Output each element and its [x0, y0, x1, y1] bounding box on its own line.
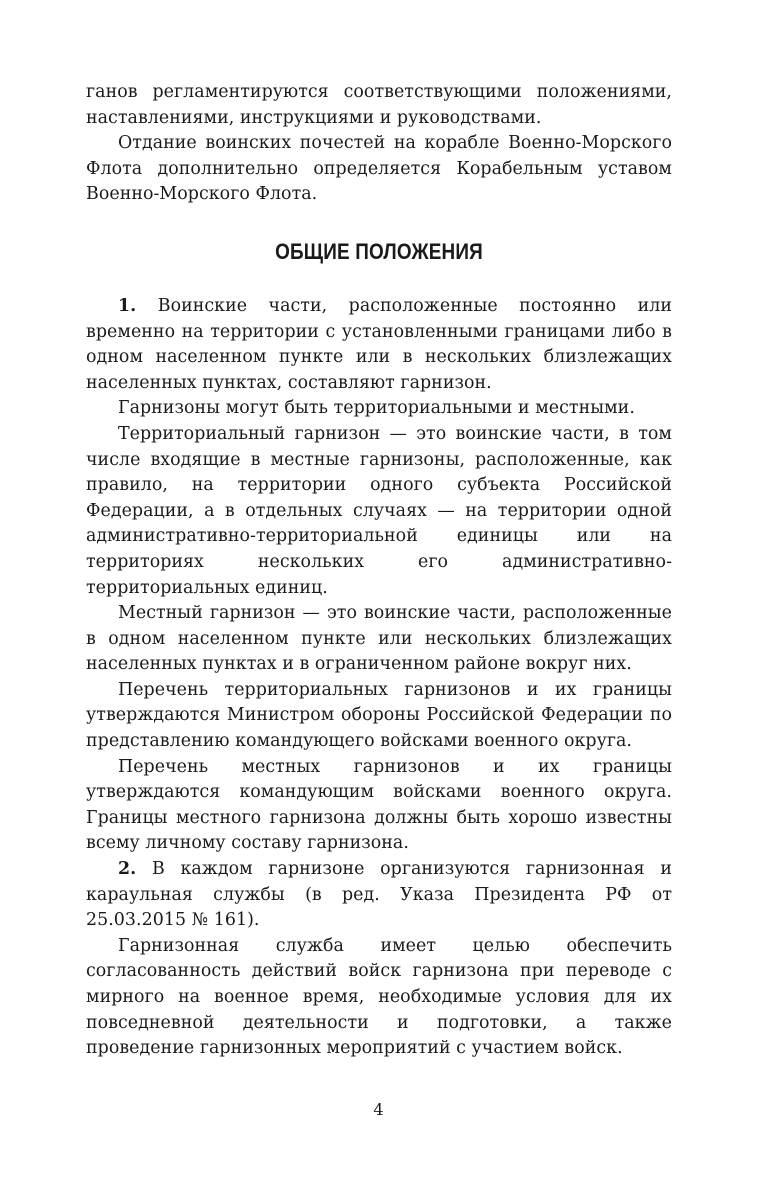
- clause-number: 2.: [118, 859, 137, 880]
- paragraph-1: [86, 294, 672, 396]
- paragraph-text: В каждом гарнизоне организуются гарнизонная и караульная службы (в ред. Указа Президента РФ от 25.03.2015 № 161).: [86, 859, 672, 931]
- page-number: 4: [373, 1100, 384, 1119]
- paragraph-4: Местный гарнизон — это воинские части, расположенные в одном населенном пункте или нескольких близлежащих населенных пунктах и в ограниченном районе вокруг них.: [86, 603, 672, 675]
- page-body: [86, 80, 672, 1062]
- paragraph-2: Гарнизоны могут быть территориальными и местными.: [118, 398, 635, 419]
- intro-paragraph-continued: ганов регламентируются соответствующими положениями, наставлениями, инструкциями и руководствами.: [86, 82, 672, 128]
- clause-number: 1.: [118, 295, 137, 316]
- paragraph-5: Перечень территориальных гарнизонов и их границы утверждаются Министром обороны Российской Федерации по представлению командующего войсками военного округа.: [86, 679, 672, 752]
- section-heading: ОБЩИЕ ПОЛОЖЕНИЯ: [275, 238, 483, 264]
- paragraph-3: Территориальный гарнизон — это воинские части, в том числе входящие в местные гарнизоны, расположенные, как правило, на территории одного субъекта Российской Федерации, а в отдельных случаях — на территории одной административно-территориальной единицы или на территориях нескольких его административно-территориальных единиц.: [86, 423, 672, 598]
- paragraph-6: Перечень местных гарнизонов и их границы утверждаются командующим войсками военного округа. Границы местного гарнизона должны быть хорошо известны всему личному составу гарнизона.: [86, 756, 672, 854]
- paragraph-text: Воинские части, расположенные постоянно или временно на территории с установленными границами либо в одном населенном пункте или в нескольких близлежащих населенных пунктах, составляют гарнизон.: [86, 295, 672, 393]
- intro-paragraph: Отдание воинских почестей на корабле Военно-Морского Флота дополнительно определяется Корабельным уставом Военно-Морского Флота.: [86, 133, 672, 205]
- paragraph-8: Гарнизонная служба имеет целью обеспечить согласованность действий войск гарнизона при переводе с мирного на военное время, необходимые условия для их повседневной деятельности и подготовки, а также проведение гарнизонных мероприятий с участием войск.: [86, 935, 672, 1059]
- paragraph-7: [86, 857, 672, 934]
